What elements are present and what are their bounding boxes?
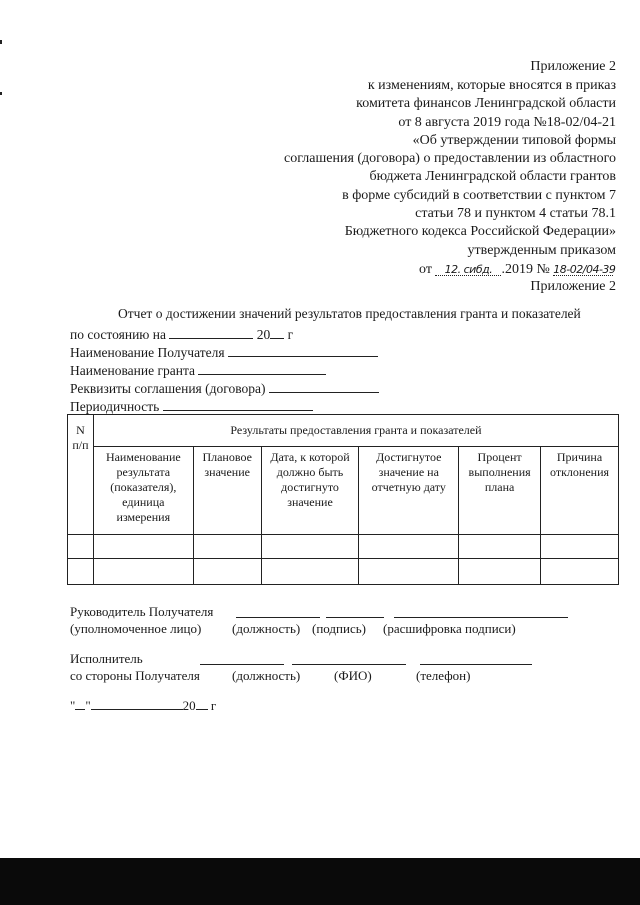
signature-date-line <box>70 697 216 712</box>
table-cell[interactable] <box>359 535 459 559</box>
header-line: к изменениям, которые вносятся в приказ <box>367 78 616 93</box>
head-label: Руководитель Получателя <box>70 604 214 619</box>
table-cell[interactable] <box>459 559 541 585</box>
executor-label: Исполнитель <box>70 651 143 666</box>
appendix-label: Приложение 2 <box>530 279 616 294</box>
date-month-field[interactable] <box>91 697 183 710</box>
table-cell[interactable] <box>193 535 261 559</box>
as-of-year-field[interactable] <box>270 326 284 339</box>
agreement-label: Реквизиты соглашения (договора) <box>70 381 266 396</box>
order-line <box>419 262 616 277</box>
table-cell[interactable] <box>93 535 193 559</box>
order-number-handwritten: 18-02/04-39 <box>553 263 616 276</box>
date-year: 20 <box>182 698 196 713</box>
header-line: бюджета Ленинградской области грантов <box>369 169 616 184</box>
col-result-name: Наименование результата (показателя), единица измерения <box>93 447 193 535</box>
executor-side: со стороны Получателя <box>70 668 200 683</box>
date-quote-close: " <box>85 698 91 713</box>
scan-mark <box>0 92 2 95</box>
results-table <box>67 414 619 585</box>
agreement-field[interactable] <box>269 380 379 393</box>
phone-caption: (телефон) <box>416 668 471 683</box>
periodicity-line <box>70 398 313 414</box>
recipient-name-line <box>70 344 378 360</box>
fio-caption: (ФИО) <box>334 668 372 683</box>
table-cell[interactable] <box>359 559 459 585</box>
as-of-suffix: г <box>287 327 294 342</box>
head-decode-field[interactable] <box>394 605 568 620</box>
header-line: Приложение 2 <box>530 59 616 74</box>
scan-mark <box>0 40 2 44</box>
order-prefix: от <box>419 262 432 277</box>
grant-name-label: Наименование гранта <box>70 363 196 378</box>
table-cell[interactable] <box>261 559 359 585</box>
executor-phone-field[interactable] <box>420 652 532 667</box>
report-title: Отчет о достижении значений результатов предоставления гранта и показателей <box>118 306 581 321</box>
header-line: комитета финансов Ленинградской области <box>356 96 616 111</box>
head-position-field[interactable] <box>236 605 320 620</box>
date-suffix: г <box>210 698 217 713</box>
grant-name-field[interactable] <box>198 362 326 375</box>
date-day-field[interactable] <box>75 697 85 710</box>
grant-name-line <box>70 362 326 378</box>
periodicity-field[interactable] <box>163 398 313 411</box>
col-percent: Процент выполнения плана <box>459 447 541 535</box>
table-cell[interactable] <box>68 535 94 559</box>
order-year: .2019 № <box>501 262 550 277</box>
table-cell[interactable] <box>459 535 541 559</box>
executor-position-caption: (должность) <box>232 668 301 683</box>
header-line: от 8 августа 2019 года №18-02/04-21 <box>398 115 616 130</box>
table-row <box>68 535 619 559</box>
num-header: N п/п <box>68 415 94 535</box>
table-cell[interactable] <box>541 559 619 585</box>
table-header-row <box>68 415 619 447</box>
table-cell[interactable] <box>261 535 359 559</box>
table-row <box>68 559 619 585</box>
table-cell[interactable] <box>193 559 261 585</box>
as-of-year: 20 <box>256 327 271 342</box>
table-cell[interactable] <box>68 559 94 585</box>
header-line: в форме субсидий в соответствии с пунктом 7 <box>342 188 616 203</box>
as-of-date-field[interactable] <box>169 326 253 339</box>
executor-position-field[interactable] <box>200 652 284 667</box>
decode-caption: (расшифровка подписи) <box>383 621 516 636</box>
table-cell[interactable] <box>541 535 619 559</box>
recipient-name-label: Наименование Получателя <box>70 345 225 360</box>
header-line: Бюджетного кодекса Российской Федерации» <box>344 224 616 239</box>
col-planned-value: Плановое значение <box>193 447 261 535</box>
table-cell[interactable] <box>93 559 193 585</box>
col-achieved-value: Достигнутое значение на отчетную дату <box>359 447 459 535</box>
scan-bottom-bar <box>0 858 640 905</box>
agreement-line <box>70 380 379 396</box>
as-of-label: по состоянию на <box>70 327 166 342</box>
table-subheader-row <box>68 447 619 535</box>
header-line: соглашения (договора) о предоставлении из областного <box>284 151 616 166</box>
header-line: статьи 78 и пунктом 4 статьи 78.1 <box>415 206 616 221</box>
head-caption: (уполномоченное лицо) <box>70 621 202 636</box>
as-of-line <box>70 326 293 342</box>
date-year-field[interactable] <box>196 697 208 710</box>
header-line: утвержденным приказом <box>467 243 616 258</box>
head-signature-field[interactable] <box>326 605 384 620</box>
position-caption: (должность) <box>232 621 301 636</box>
periodicity-label: Периодичность <box>70 399 160 414</box>
recipient-name-field[interactable] <box>228 344 378 357</box>
executor-fio-field[interactable] <box>292 652 406 667</box>
date-quote-open: " <box>70 698 76 713</box>
group-header: Результаты предоставления гранта и показателей <box>93 415 618 447</box>
header-line: «Об утверждении типовой формы <box>412 133 616 148</box>
col-target-date: Дата, к которой должно быть достигнуто значение <box>261 447 359 535</box>
col-deviation-reason: Причина отклонения <box>541 447 619 535</box>
order-date-handwritten: 12. сибд. <box>435 264 501 276</box>
signature-caption: (подпись) <box>312 621 366 636</box>
